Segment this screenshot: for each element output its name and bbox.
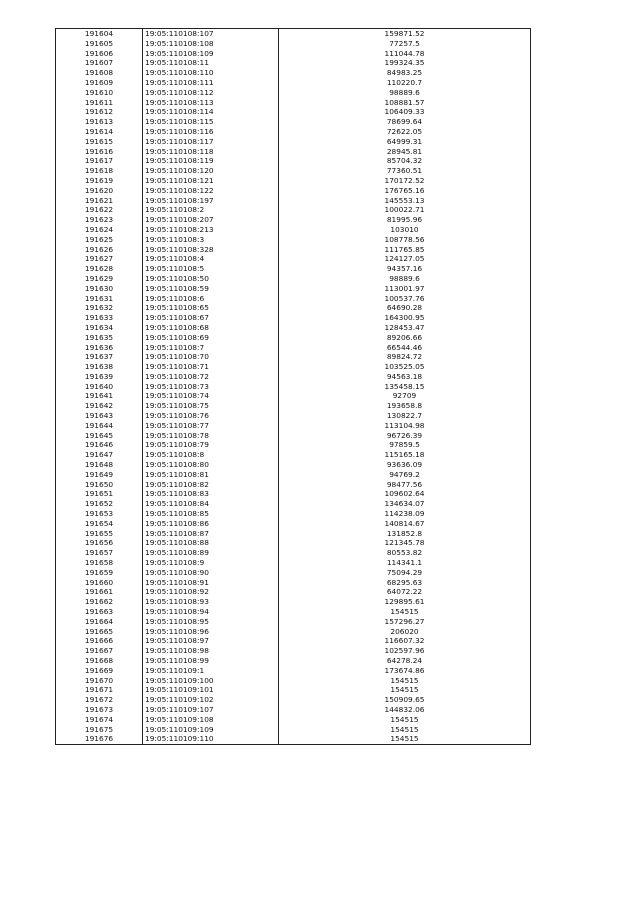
row-code-cell: 19:05:110109:1: [143, 666, 279, 676]
table-row: [56, 460, 531, 470]
table-row: [56, 685, 531, 695]
row-code-cell: 19:05:110109:109: [143, 725, 279, 735]
row-code-cell: 19:05:110108:120: [143, 166, 279, 176]
row-amount-cell: 154515: [279, 685, 531, 695]
row-code-cell: 19:05:110108:118: [143, 147, 279, 157]
row-code-cell: 19:05:110108:117: [143, 137, 279, 147]
row-id-cell: 191626: [56, 245, 143, 255]
row-amount-cell: 108881.57: [279, 98, 531, 108]
row-code-cell: 19:05:110109:108: [143, 715, 279, 725]
row-id-cell: 191669: [56, 666, 143, 676]
row-amount-cell: 134634.07: [279, 499, 531, 509]
table-row: [56, 725, 531, 735]
row-id-cell: 191639: [56, 372, 143, 382]
row-amount-cell: 110220.7: [279, 78, 531, 88]
row-id-cell: 191615: [56, 137, 143, 147]
row-code-cell: 19:05:110108:97: [143, 636, 279, 646]
row-code-cell: 19:05:110108:69: [143, 333, 279, 343]
row-code-cell: 19:05:110108:197: [143, 196, 279, 206]
row-amount-cell: 154515: [279, 676, 531, 686]
row-code-cell: 19:05:110108:59: [143, 284, 279, 294]
row-code-cell: 19:05:110108:67: [143, 313, 279, 323]
table-row: [56, 284, 531, 294]
row-amount-cell: 98477.56: [279, 480, 531, 490]
row-code-cell: 19:05:110108:86: [143, 519, 279, 529]
row-id-cell: 191656: [56, 538, 143, 548]
table-row: [56, 333, 531, 343]
table-row: [56, 499, 531, 509]
row-id-cell: 191631: [56, 294, 143, 304]
table-row: [56, 734, 531, 744]
row-id-cell: 191658: [56, 558, 143, 568]
row-id-cell: 191622: [56, 205, 143, 215]
table-row: [56, 705, 531, 715]
row-code-cell: 19:05:110108:85: [143, 509, 279, 519]
row-code-cell: 19:05:110108:9: [143, 558, 279, 568]
row-amount-cell: 94563.18: [279, 372, 531, 382]
row-amount-cell: 68295.63: [279, 578, 531, 588]
row-id-cell: 191613: [56, 117, 143, 127]
table-row: [56, 68, 531, 78]
row-amount-cell: 93636.09: [279, 460, 531, 470]
row-amount-cell: 89824.72: [279, 352, 531, 362]
row-code-cell: 19:05:110109:101: [143, 685, 279, 695]
table-row: [56, 313, 531, 323]
row-id-cell: 191652: [56, 499, 143, 509]
row-code-cell: 19:05:110108:4: [143, 254, 279, 264]
row-amount-cell: 199324.35: [279, 58, 531, 68]
table-row: [56, 245, 531, 255]
row-id-cell: 191651: [56, 489, 143, 499]
row-amount-cell: 109602.64: [279, 489, 531, 499]
row-amount-cell: 113001.97: [279, 284, 531, 294]
table-row: [56, 558, 531, 568]
row-id-cell: 191668: [56, 656, 143, 666]
table-row: [56, 431, 531, 441]
table-row: [56, 656, 531, 666]
row-id-cell: 191618: [56, 166, 143, 176]
row-amount-cell: 75094.29: [279, 568, 531, 578]
table-row: [56, 646, 531, 656]
row-id-cell: 191649: [56, 470, 143, 480]
row-id-cell: 191635: [56, 333, 143, 343]
table-row: [56, 107, 531, 117]
table-row: [56, 186, 531, 196]
row-id-cell: 191621: [56, 196, 143, 206]
row-id-cell: 191645: [56, 431, 143, 441]
table-row: [56, 391, 531, 401]
table-row: [56, 636, 531, 646]
row-amount-cell: 64690.28: [279, 303, 531, 313]
row-amount-cell: 106409.33: [279, 107, 531, 117]
table-row: [56, 78, 531, 88]
row-code-cell: 19:05:110108:110: [143, 68, 279, 78]
row-amount-cell: 116607.32: [279, 636, 531, 646]
row-code-cell: 19:05:110108:98: [143, 646, 279, 656]
row-code-cell: 19:05:110108:73: [143, 382, 279, 392]
row-id-cell: 191646: [56, 440, 143, 450]
row-code-cell: 19:05:110108:8: [143, 450, 279, 460]
table-row: [56, 607, 531, 617]
row-id-cell: 191623: [56, 215, 143, 225]
row-id-cell: 191614: [56, 127, 143, 137]
row-code-cell: 19:05:110108:213: [143, 225, 279, 235]
row-id-cell: 191654: [56, 519, 143, 529]
table-row: [56, 176, 531, 186]
row-amount-cell: 129895.61: [279, 597, 531, 607]
row-id-cell: 191655: [56, 529, 143, 539]
row-id-cell: 191641: [56, 391, 143, 401]
row-id-cell: 191606: [56, 49, 143, 59]
row-code-cell: 19:05:110108:68: [143, 323, 279, 333]
row-code-cell: 19:05:110108:328: [143, 245, 279, 255]
row-amount-cell: 66544.46: [279, 343, 531, 353]
table-row: [56, 225, 531, 235]
row-code-cell: 19:05:110108:116: [143, 127, 279, 137]
table-row: [56, 88, 531, 98]
row-amount-cell: 80553.82: [279, 548, 531, 558]
row-code-cell: 19:05:110108:107: [143, 29, 279, 39]
row-amount-cell: 111765.85: [279, 245, 531, 255]
row-amount-cell: 94357.16: [279, 264, 531, 274]
row-amount-cell: 140814.67: [279, 519, 531, 529]
row-amount-cell: 100537.76: [279, 294, 531, 304]
row-code-cell: 19:05:110108:79: [143, 440, 279, 450]
row-id-cell: 191661: [56, 587, 143, 597]
row-code-cell: 19:05:110108:93: [143, 597, 279, 607]
row-amount-cell: 164300.95: [279, 313, 531, 323]
table-row: [56, 666, 531, 676]
table-row: [56, 205, 531, 215]
table-row: [56, 421, 531, 431]
row-id-cell: 191644: [56, 421, 143, 431]
table-row: [56, 147, 531, 157]
table-row: [56, 166, 531, 176]
table-row: [56, 489, 531, 499]
row-amount-cell: 157296.27: [279, 617, 531, 627]
table-row: [56, 695, 531, 705]
row-amount-cell: 64278.24: [279, 656, 531, 666]
row-amount-cell: 154515: [279, 715, 531, 725]
row-code-cell: 19:05:110108:207: [143, 215, 279, 225]
row-id-cell: 191673: [56, 705, 143, 715]
row-code-cell: 19:05:110108:92: [143, 587, 279, 597]
data-table: [55, 28, 531, 745]
row-code-cell: 19:05:110108:83: [143, 489, 279, 499]
row-code-cell: 19:05:110108:84: [143, 499, 279, 509]
row-amount-cell: 94769.2: [279, 470, 531, 480]
table-row: [56, 538, 531, 548]
table-row: [56, 519, 531, 529]
table-row: [56, 39, 531, 49]
row-id-cell: 191629: [56, 274, 143, 284]
row-id-cell: 191633: [56, 313, 143, 323]
row-code-cell: 19:05:110109:102: [143, 695, 279, 705]
table-row: [56, 597, 531, 607]
table-row: [56, 401, 531, 411]
row-code-cell: 19:05:110108:78: [143, 431, 279, 441]
row-code-cell: 19:05:110108:82: [143, 480, 279, 490]
table-row: [56, 450, 531, 460]
row-amount-cell: 193658.8: [279, 401, 531, 411]
row-id-cell: 191676: [56, 734, 143, 744]
row-code-cell: 19:05:110108:74: [143, 391, 279, 401]
row-code-cell: 19:05:110108:108: [143, 39, 279, 49]
row-id-cell: 191632: [56, 303, 143, 313]
row-code-cell: 19:05:110108:95: [143, 617, 279, 627]
row-code-cell: 19:05:110108:76: [143, 411, 279, 421]
row-amount-cell: 121345.78: [279, 538, 531, 548]
row-code-cell: 19:05:110109:110: [143, 734, 279, 744]
table-row: [56, 254, 531, 264]
row-id-cell: 191653: [56, 509, 143, 519]
row-id-cell: 191610: [56, 88, 143, 98]
row-code-cell: 19:05:110108:115: [143, 117, 279, 127]
row-id-cell: 191665: [56, 627, 143, 637]
row-id-cell: 191628: [56, 264, 143, 274]
row-amount-cell: 28945.81: [279, 147, 531, 157]
row-amount-cell: 78699.64: [279, 117, 531, 127]
row-code-cell: 19:05:110108:91: [143, 578, 279, 588]
row-amount-cell: 103010: [279, 225, 531, 235]
row-id-cell: 191663: [56, 607, 143, 617]
row-id-cell: 191604: [56, 29, 143, 39]
row-amount-cell: 145553.13: [279, 196, 531, 206]
table-row: [56, 235, 531, 245]
row-amount-cell: 130822.7: [279, 411, 531, 421]
row-amount-cell: 115165.18: [279, 450, 531, 460]
table-row: [56, 578, 531, 588]
row-id-cell: 191640: [56, 382, 143, 392]
row-amount-cell: 98889.6: [279, 88, 531, 98]
row-code-cell: 19:05:110108:2: [143, 205, 279, 215]
table-row: [56, 98, 531, 108]
row-amount-cell: 114341.1: [279, 558, 531, 568]
table-row: [56, 137, 531, 147]
row-id-cell: 191638: [56, 362, 143, 372]
row-amount-cell: 77360.51: [279, 166, 531, 176]
row-amount-cell: 154515: [279, 734, 531, 744]
row-amount-cell: 97859.5: [279, 440, 531, 450]
row-id-cell: 191648: [56, 460, 143, 470]
row-code-cell: 19:05:110109:107: [143, 705, 279, 715]
row-id-cell: 191636: [56, 343, 143, 353]
row-amount-cell: 144832.06: [279, 705, 531, 715]
table-row: [56, 343, 531, 353]
table-row: [56, 440, 531, 450]
row-amount-cell: 114238.09: [279, 509, 531, 519]
row-code-cell: 19:05:110108:71: [143, 362, 279, 372]
row-amount-cell: 84983.25: [279, 68, 531, 78]
row-code-cell: 19:05:110108:72: [143, 372, 279, 382]
table-row: [56, 509, 531, 519]
table-row: [56, 529, 531, 539]
row-amount-cell: 124127.05: [279, 254, 531, 264]
row-amount-cell: 111044.78: [279, 49, 531, 59]
row-id-cell: 191674: [56, 715, 143, 725]
row-id-cell: 191657: [56, 548, 143, 558]
row-code-cell: 19:05:110108:81: [143, 470, 279, 480]
row-id-cell: 191634: [56, 323, 143, 333]
row-id-cell: 191620: [56, 186, 143, 196]
table-row: [56, 352, 531, 362]
row-code-cell: 19:05:110108:90: [143, 568, 279, 578]
row-code-cell: 19:05:110108:89: [143, 548, 279, 558]
row-code-cell: 19:05:110109:100: [143, 676, 279, 686]
row-id-cell: 191670: [56, 676, 143, 686]
table-row: [56, 587, 531, 597]
row-id-cell: 191609: [56, 78, 143, 88]
row-amount-cell: 159871.52: [279, 29, 531, 39]
table-row: [56, 29, 531, 39]
row-id-cell: 191664: [56, 617, 143, 627]
row-code-cell: 19:05:110108:11: [143, 58, 279, 68]
row-id-cell: 191643: [56, 411, 143, 421]
row-id-cell: 191630: [56, 284, 143, 294]
row-amount-cell: 92709: [279, 391, 531, 401]
table-row: [56, 715, 531, 725]
row-code-cell: 19:05:110108:112: [143, 88, 279, 98]
table-row: [56, 196, 531, 206]
table-row: [56, 49, 531, 59]
row-amount-cell: 131852.8: [279, 529, 531, 539]
row-amount-cell: 206020: [279, 627, 531, 637]
table-row: [56, 411, 531, 421]
row-id-cell: 191637: [56, 352, 143, 362]
row-code-cell: 19:05:110108:121: [143, 176, 279, 186]
row-id-cell: 191624: [56, 225, 143, 235]
row-code-cell: 19:05:110108:77: [143, 421, 279, 431]
row-id-cell: 191666: [56, 636, 143, 646]
row-code-cell: 19:05:110108:99: [143, 656, 279, 666]
row-code-cell: 19:05:110108:50: [143, 274, 279, 284]
row-code-cell: 19:05:110108:114: [143, 107, 279, 117]
table-row: [56, 382, 531, 392]
row-code-cell: 19:05:110108:87: [143, 529, 279, 539]
row-code-cell: 19:05:110108:65: [143, 303, 279, 313]
table-row: [56, 274, 531, 284]
table-row: [56, 303, 531, 313]
table-row: [56, 627, 531, 637]
row-amount-cell: 154515: [279, 607, 531, 617]
table-row: [56, 617, 531, 627]
row-amount-cell: 64999.31: [279, 137, 531, 147]
table-row: [56, 470, 531, 480]
row-amount-cell: 96726.39: [279, 431, 531, 441]
row-id-cell: 191662: [56, 597, 143, 607]
row-id-cell: 191605: [56, 39, 143, 49]
row-code-cell: 19:05:110108:3: [143, 235, 279, 245]
row-id-cell: 191617: [56, 156, 143, 166]
row-amount-cell: 72622.05: [279, 127, 531, 137]
row-code-cell: 19:05:110108:122: [143, 186, 279, 196]
row-id-cell: 191607: [56, 58, 143, 68]
table-row: [56, 480, 531, 490]
row-amount-cell: 64072.22: [279, 587, 531, 597]
table-row: [56, 264, 531, 274]
row-amount-cell: 170172.52: [279, 176, 531, 186]
table-body: [56, 29, 531, 745]
row-amount-cell: 150909.65: [279, 695, 531, 705]
table-row: [56, 215, 531, 225]
row-code-cell: 19:05:110108:75: [143, 401, 279, 411]
table-row: [56, 323, 531, 333]
row-id-cell: 191627: [56, 254, 143, 264]
table-row: [56, 372, 531, 382]
row-amount-cell: 89206.66: [279, 333, 531, 343]
table-row: [56, 117, 531, 127]
row-code-cell: 19:05:110108:80: [143, 460, 279, 470]
row-code-cell: 19:05:110108:94: [143, 607, 279, 617]
row-id-cell: 191619: [56, 176, 143, 186]
row-amount-cell: 85704.32: [279, 156, 531, 166]
row-amount-cell: 135458.15: [279, 382, 531, 392]
table-row: [56, 58, 531, 68]
row-id-cell: 191647: [56, 450, 143, 460]
row-id-cell: 191608: [56, 68, 143, 78]
row-amount-cell: 77257.5: [279, 39, 531, 49]
row-code-cell: 19:05:110108:6: [143, 294, 279, 304]
row-amount-cell: 102597.96: [279, 646, 531, 656]
row-id-cell: 191660: [56, 578, 143, 588]
table-row: [56, 568, 531, 578]
row-id-cell: 191659: [56, 568, 143, 578]
row-amount-cell: 98889.6: [279, 274, 531, 284]
row-code-cell: 19:05:110108:113: [143, 98, 279, 108]
row-code-cell: 19:05:110108:96: [143, 627, 279, 637]
row-code-cell: 19:05:110108:88: [143, 538, 279, 548]
row-code-cell: 19:05:110108:109: [143, 49, 279, 59]
row-id-cell: 191672: [56, 695, 143, 705]
row-code-cell: 19:05:110108:119: [143, 156, 279, 166]
table-row: [56, 156, 531, 166]
table-row: [56, 294, 531, 304]
table-row: [56, 548, 531, 558]
row-code-cell: 19:05:110108:7: [143, 343, 279, 353]
row-amount-cell: 100022.71: [279, 205, 531, 215]
table-row: [56, 362, 531, 372]
row-id-cell: 191667: [56, 646, 143, 656]
row-id-cell: 191616: [56, 147, 143, 157]
row-code-cell: 19:05:110108:5: [143, 264, 279, 274]
row-id-cell: 191612: [56, 107, 143, 117]
row-amount-cell: 176765.16: [279, 186, 531, 196]
row-id-cell: 191625: [56, 235, 143, 245]
row-amount-cell: 128453.47: [279, 323, 531, 333]
row-id-cell: 191650: [56, 480, 143, 490]
row-id-cell: 191675: [56, 725, 143, 735]
table-row: [56, 676, 531, 686]
table-row: [56, 127, 531, 137]
row-amount-cell: 103525.05: [279, 362, 531, 372]
row-amount-cell: 113104.98: [279, 421, 531, 431]
row-id-cell: 191642: [56, 401, 143, 411]
row-amount-cell: 108778.56: [279, 235, 531, 245]
row-amount-cell: 154515: [279, 725, 531, 735]
row-code-cell: 19:05:110108:70: [143, 352, 279, 362]
row-id-cell: 191611: [56, 98, 143, 108]
row-amount-cell: 81995.96: [279, 215, 531, 225]
row-id-cell: 191671: [56, 685, 143, 695]
row-amount-cell: 173674.86: [279, 666, 531, 676]
row-code-cell: 19:05:110108:111: [143, 78, 279, 88]
